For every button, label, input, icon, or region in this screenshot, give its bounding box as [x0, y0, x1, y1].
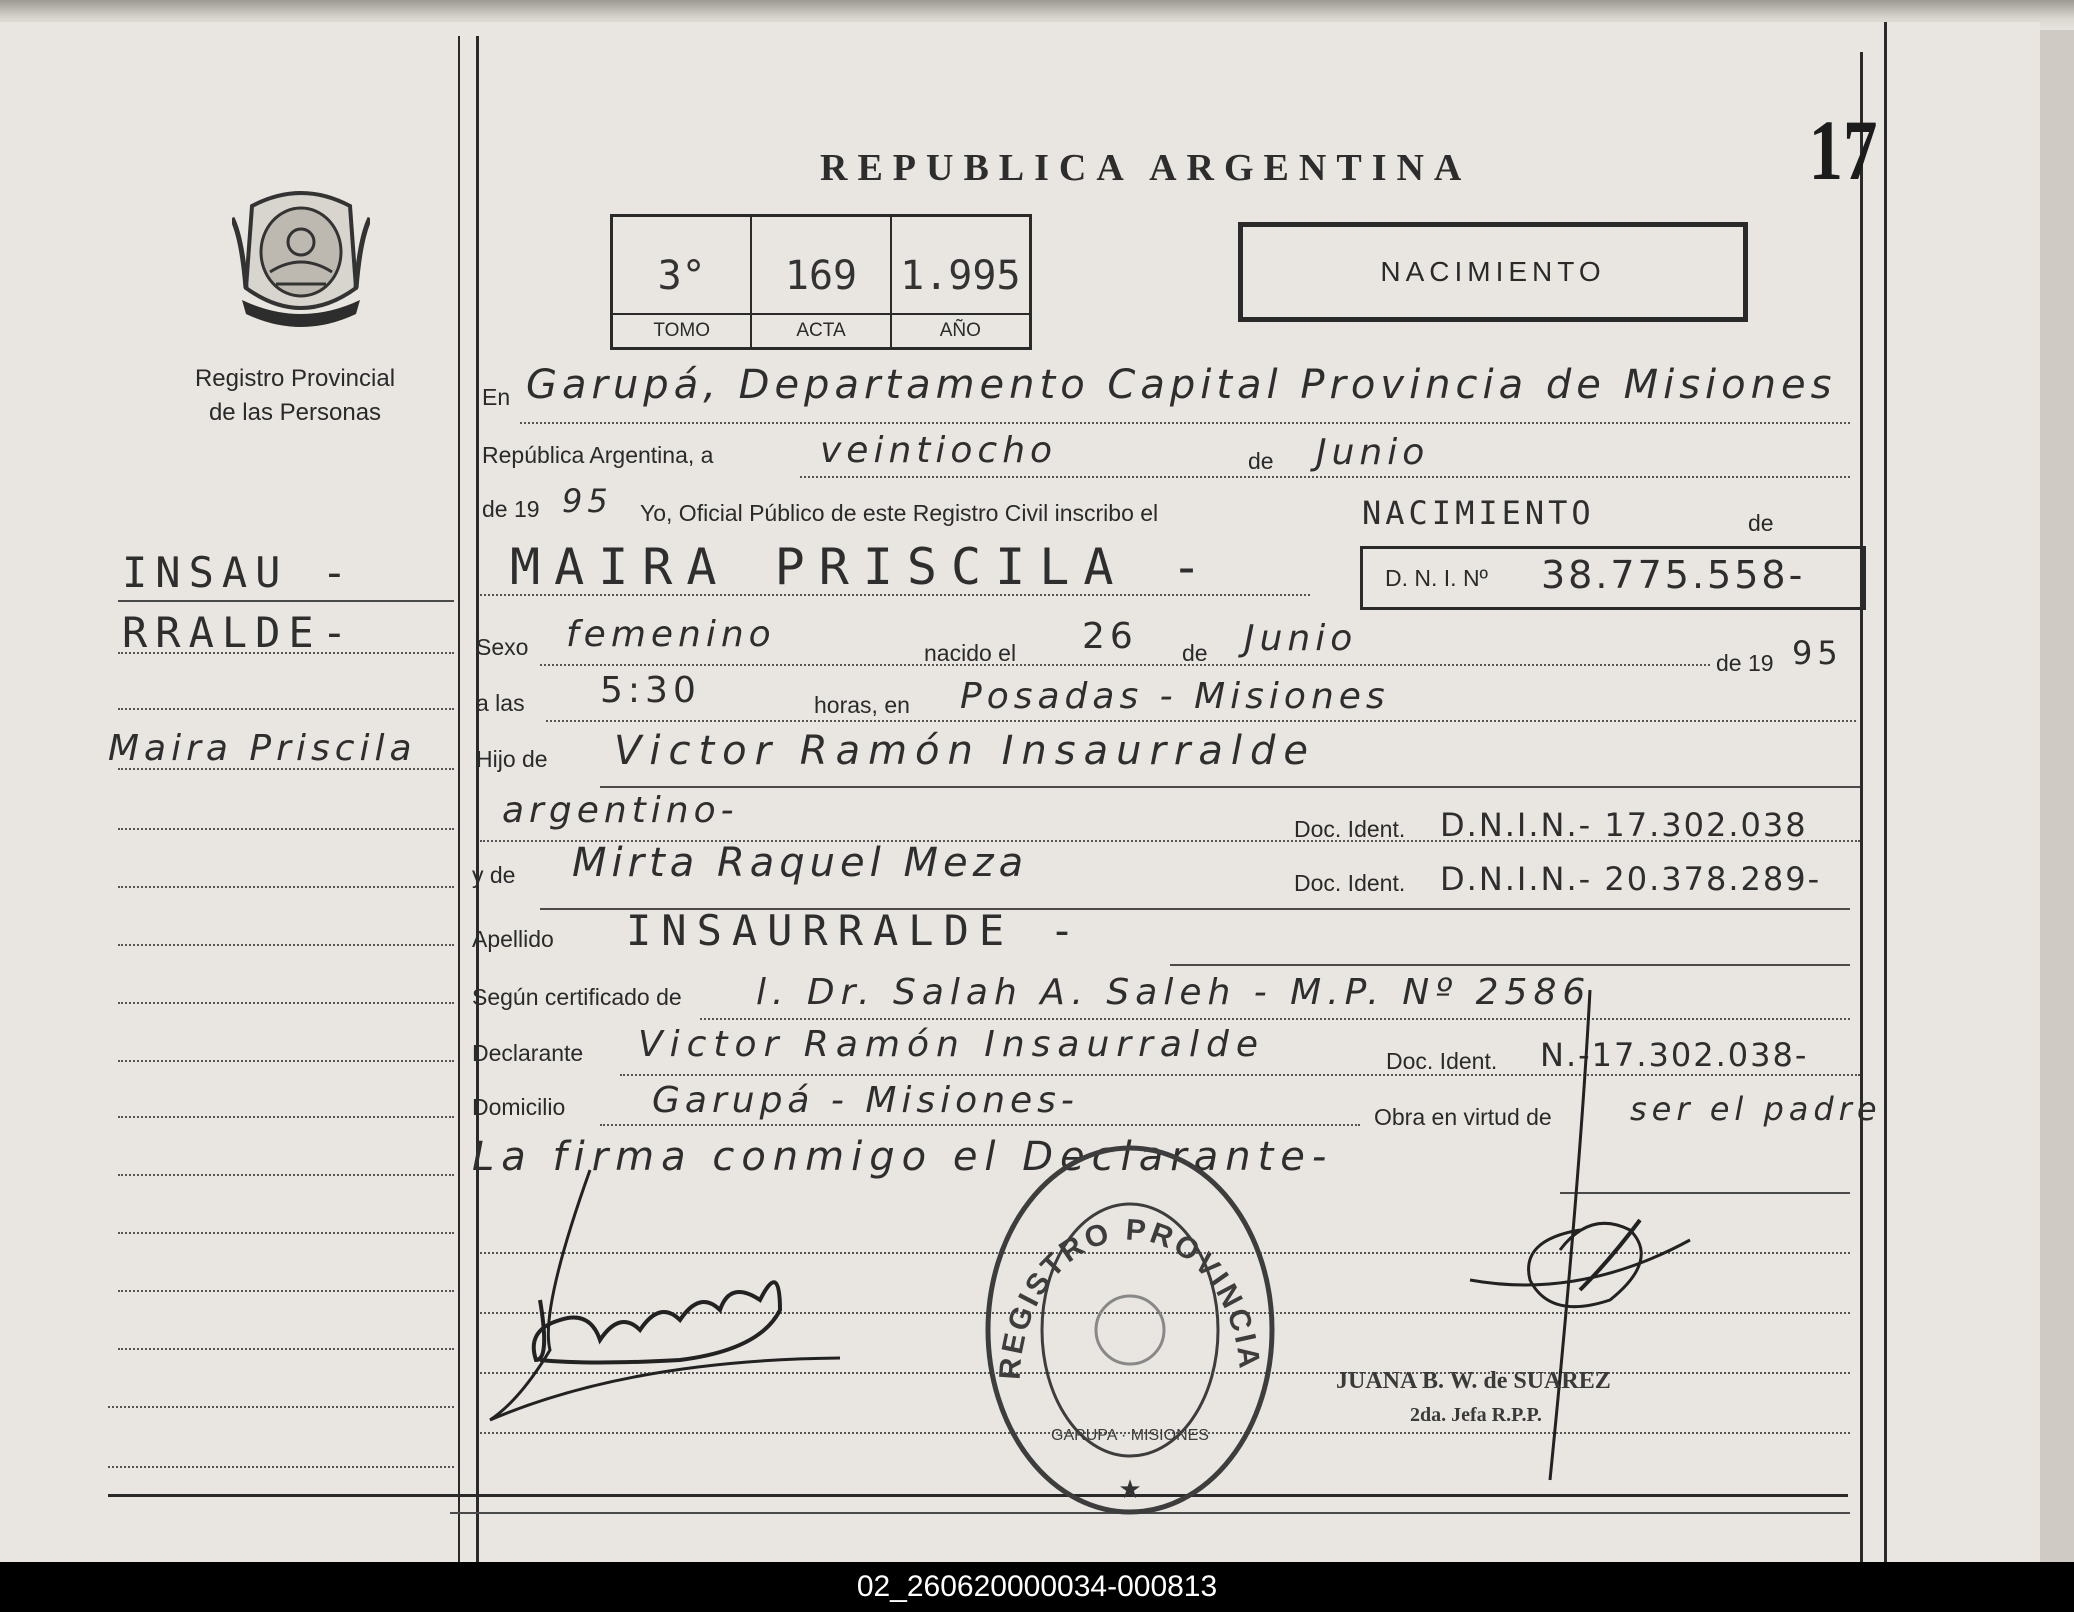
- form-dotted-rule: [600, 1124, 1360, 1126]
- record-type-box: NACIMIENTO: [1238, 222, 1748, 322]
- tomo-value: 3°: [657, 253, 706, 299]
- margin-dotted-rule: [108, 1406, 454, 1408]
- nacido-label: nacido el: [924, 640, 1017, 666]
- republic-label: República Argentina, a: [482, 442, 714, 468]
- apellido-label: Apellido: [472, 926, 554, 952]
- official-stamp-name: JUANA B. W. de SUAREZ: [1336, 1368, 1611, 1394]
- declarant-signature: [480, 1160, 860, 1435]
- father-doc-label: Doc. Ident.: [1294, 816, 1406, 842]
- margin-dotted-rule: [108, 1466, 454, 1468]
- document-id-footer: 02_260620000034-000813: [0, 1562, 2074, 1612]
- de-label: de: [1248, 448, 1274, 474]
- official-stamp-title: 2da. Jefa R.P.P.: [1410, 1404, 1542, 1426]
- horas-en-label: horas, en: [814, 692, 910, 718]
- margin-surname-line1: INSAU -: [122, 548, 356, 597]
- birth-year-prefix: de 19: [1716, 650, 1774, 676]
- form-dotted-rule: [480, 594, 1310, 596]
- registration-statement: Yo, Oficial Público de este Registro Civil inscribo el: [640, 500, 1159, 526]
- acta-cell: [752, 217, 891, 347]
- sexo-value: femenino: [566, 614, 776, 655]
- form-dotted-rule: [800, 476, 1850, 478]
- margin-dotted-rule: [118, 1174, 454, 1176]
- domicilio-value: Garupá - Misiones-: [652, 1080, 1079, 1121]
- month-value: Junio: [1316, 432, 1430, 473]
- father-name-value: Victor Ramón Insaurralde: [614, 728, 1316, 774]
- sexo-label: Sexo: [476, 634, 529, 660]
- dni-box: [1360, 546, 1866, 610]
- country-header: REPUBLICA ARGENTINA: [820, 147, 1472, 189]
- registry-title: [150, 362, 440, 430]
- ano-label: AÑO: [892, 313, 1029, 347]
- father-nationality-value: argentino-: [502, 790, 739, 831]
- declarante-value: Victor Ramón Insaurralde: [638, 1024, 1265, 1065]
- registry-title-line2: de las Personas: [208, 399, 382, 426]
- a-las-label: a las: [476, 690, 525, 716]
- place-value: Garupá, Departamento Capital Provincia de Misiones: [526, 362, 1837, 408]
- folio-number: 17: [1808, 102, 1878, 198]
- en-label: En: [482, 384, 511, 410]
- form-dotted-rule: [546, 720, 1856, 722]
- record-number-box: [610, 214, 1032, 350]
- obra-label: Obra en virtud de: [1374, 1104, 1552, 1130]
- provincia-misiones-crest-icon: [232, 188, 370, 343]
- seal-outer-text: REGISTRO PROVINCIA: [993, 1213, 1267, 1381]
- margin-dotted-rule: [118, 652, 454, 654]
- svg-text:REGISTRO PROVINCIAL DE LAS PER: [980, 1140, 1266, 1381]
- declarante-doc-value: N.-17.302.038-: [1540, 1036, 1809, 1074]
- margin-dotted-rule: [118, 1002, 454, 1004]
- right-page-edge-line: [1884, 22, 1887, 1562]
- segun-label: Según certificado de: [472, 984, 682, 1010]
- domicilio-label: Domicilio: [472, 1094, 566, 1120]
- margin-given-names: Maira Priscila: [108, 728, 417, 769]
- margin-surname-line2: RRALDE-: [122, 608, 356, 657]
- hijo-label: Hijo de: [476, 746, 548, 772]
- margin-column-divider: [476, 36, 479, 1576]
- obra-value: ser el padre: [1630, 1090, 1882, 1128]
- certificate-value: l. Dr. Salah A. Saleh - M.P. Nº 2586: [756, 972, 1592, 1013]
- apellido-value: INSAURRALDE -: [626, 906, 1085, 955]
- right-border-line: [1860, 52, 1863, 1562]
- y-de-label: y de: [472, 862, 516, 888]
- birth-day-value: 26: [1082, 616, 1138, 657]
- de-label-2: de: [1182, 640, 1208, 666]
- acta-value: 169: [784, 253, 858, 299]
- de-after-label: de: [1748, 510, 1774, 536]
- ano-value: 1.995: [900, 253, 1021, 299]
- mother-doc-label: Doc. Ident.: [1294, 870, 1406, 896]
- mother-doc-value: D.N.I.N.- 20.378.289-: [1440, 860, 1822, 898]
- svg-text:★: ★: [1118, 1474, 1142, 1504]
- registry-seal-icon: [980, 1140, 1280, 1525]
- margin-dotted-rule: [118, 1116, 454, 1118]
- form-rule: [1170, 964, 1850, 966]
- margin-dotted-rule: [118, 1348, 454, 1350]
- birth-month-value: Junio: [1244, 618, 1358, 659]
- birth-time-value: 5:30: [600, 670, 701, 711]
- margin-rule: [118, 600, 454, 602]
- dni-label: D. N. I. Nº: [1385, 565, 1488, 591]
- ano-cell: [892, 217, 1029, 347]
- tomo-label: TOMO: [613, 313, 750, 347]
- registry-title-line1: Registro Provincial: [194, 365, 396, 392]
- tomo-cell: [613, 217, 752, 347]
- act-type-value: NACIMIENTO: [1362, 494, 1595, 532]
- margin-dotted-rule: [118, 708, 454, 710]
- birth-year-suffix: 95: [1792, 634, 1843, 672]
- form-dotted-rule: [520, 422, 1850, 424]
- declarante-label: Declarante: [472, 1040, 584, 1066]
- margin-dotted-rule: [118, 768, 454, 770]
- mother-name-value: Mirta Raquel Meza: [572, 840, 1029, 886]
- margin-dotted-rule: [118, 944, 454, 946]
- father-doc-value: D.N.I.N.- 17.302.038: [1440, 806, 1808, 844]
- declarante-doc-label: Doc. Ident.: [1386, 1048, 1498, 1074]
- margin-dotted-rule: [118, 1060, 454, 1062]
- margin-dotted-rule: [118, 1232, 454, 1234]
- day-value: veintiocho: [820, 430, 1058, 471]
- child-name-value: MAIRA PRISCILA -: [510, 538, 1216, 596]
- birth-place-value: Posadas - Misiones: [960, 676, 1390, 717]
- closing-line: La firma conmigo el Declarante-: [472, 1134, 1334, 1180]
- seal-inner-text: GARUPA · MISIONES: [1051, 1427, 1209, 1444]
- margin-dotted-rule: [118, 828, 454, 830]
- acta-label: ACTA: [752, 313, 889, 347]
- year-prefix: de 19: [482, 496, 540, 522]
- margin-dotted-rule: [118, 1290, 454, 1292]
- margin-column-divider-inner: [458, 36, 460, 1576]
- margin-dotted-rule: [118, 886, 454, 888]
- form-dotted-rule: [540, 664, 1710, 666]
- dni-value: 38.775.558-: [1541, 553, 1806, 597]
- year-suffix: 95: [562, 482, 613, 520]
- form-rule: [600, 786, 1860, 788]
